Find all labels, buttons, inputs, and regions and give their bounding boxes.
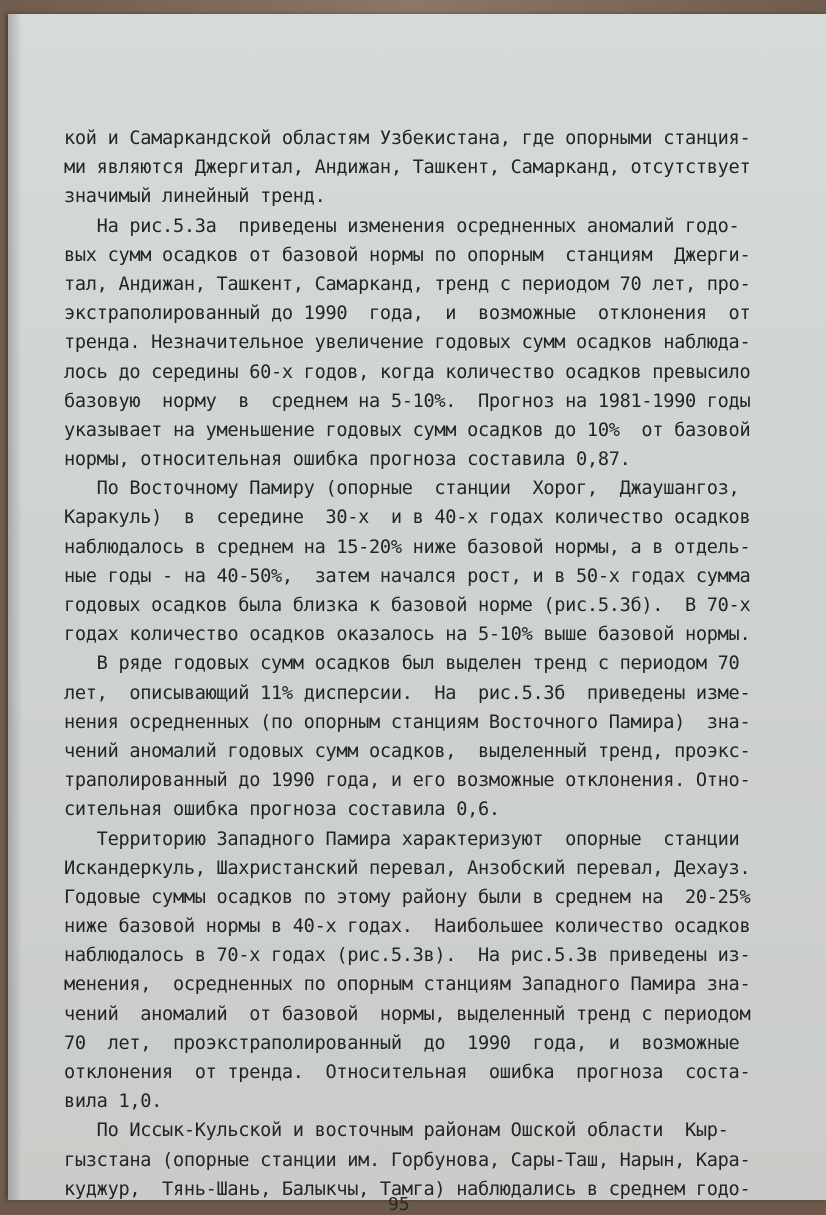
text-line: базовую норму в среднем на 5-10%. Прогноз на 1981-1990 годы xyxy=(64,390,751,412)
text-line: ниже базовой нормы в 40-х годах. Наибольшее количество осадков xyxy=(64,916,751,938)
text-line: экстраполированный до 1990 года, и возможные отклонения от xyxy=(64,303,751,325)
text-line: ные годы - на 40-50%, затем начался рост, и в 50-х годах сумма xyxy=(64,565,751,587)
text-line: сительная ошибка прогноза составила 0,6. xyxy=(64,799,500,821)
text-line: В ряде годовых сумм осадков был выделен тренд с периодом 70 xyxy=(64,653,740,675)
text-line: вых сумм осадков от базовой нормы по опорным станциям Джерги- xyxy=(64,244,751,266)
text-line: По Иссык-Кульской и восточным районам Ошской области Кыр- xyxy=(64,1120,729,1142)
text-line: лось до середины 60-х годов, когда количество осадков превысило xyxy=(64,361,751,383)
text-line: тренда. Незначительное увеличение годовых сумм осадков наблюда- xyxy=(64,332,751,354)
text-line: куджур, Тянь-Шань, Балыкчы, Тамга) наблюдались в среднем годо- xyxy=(64,1178,751,1200)
text-line: наблюдалось в 70-х годах (рис.5.3в). На рис.5.3в приведены из- xyxy=(64,945,751,967)
text-line: чений аномалий от базовой нормы, выделенный тренд с периодом xyxy=(64,1003,751,1025)
text-line: тал, Андижан, Ташкент, Самарканд, тренд с периодом 70 лет, про- xyxy=(64,273,751,295)
text-line: нения осредненных (по опорным станциям Восточного Памира) зна- xyxy=(64,711,751,733)
text-line: указывает на уменьшение годовых сумм осадков до 10% от базовой xyxy=(64,419,751,441)
text-line: вила 1,0. xyxy=(64,1091,163,1113)
text-line: отклонения от тренда. Относительная ошибка прогноза соста- xyxy=(64,1062,751,1083)
page-number: 95 xyxy=(388,1194,410,1215)
text-line: ми являются Джергитал, Андижан, Ташкент, Самарканд, отсутствует xyxy=(64,157,751,179)
text-line: По Восточному Памиру (опорные станции Хорог, Джаушангоз, xyxy=(64,478,740,500)
text-line: Каракуль) в середине 30-х и в 40-х годах количество осадков xyxy=(64,507,751,529)
text-line: значимый линейный тренд. xyxy=(64,186,326,208)
text-line: гызстана (опорные станции им. Горбунова, Сары-Таш, Нарын, Кара- xyxy=(64,1149,751,1171)
text-line: 70 лет, проэкстраполированный до 1990 года, и возможные xyxy=(64,1032,740,1054)
text-line: Искандеркуль, Шахристанский перевал, Анзобский перевал, Дехауз. xyxy=(64,857,751,879)
text-line: годовых осадков была близка к базовой норме (рис.5.3б). В 70-х xyxy=(64,595,751,616)
text-line: наблюдалось в среднем на 15-20% ниже базовой нормы, а в отдель- xyxy=(64,536,751,558)
text-line: траполированный до 1990 года, и его возможные отклонения. Отно- xyxy=(64,770,751,792)
text-line: Территорию Западного Памира характеризуют опорные станции xyxy=(64,828,740,850)
body-text xyxy=(64,124,768,1204)
text-line: На рис.5.3а приведены изменения осредненных аномалий годо- xyxy=(64,215,740,237)
text-line: кой и Самаркандской областям Узбекистана, где опорными станция- xyxy=(64,128,751,149)
document-page xyxy=(8,14,826,1215)
text-line: чений аномалий годовых сумм осадков, выделенный тренд, проэкс- xyxy=(64,740,751,762)
text-line: Годовые суммы осадков по этому району были в среднем на 20-25% xyxy=(64,886,751,908)
text-line: нормы, относительная ошибка прогноза составила 0,87. xyxy=(64,449,631,471)
text-line: лет, описывающий 11% дисперсии. На рис.5.3б приведены изме- xyxy=(64,682,751,704)
text-line: годах количество осадков оказалось на 5-10% выше базовой нормы. xyxy=(64,624,751,646)
text-line: менения, осредненных по опорным станциям Западного Памира зна- xyxy=(64,974,751,996)
